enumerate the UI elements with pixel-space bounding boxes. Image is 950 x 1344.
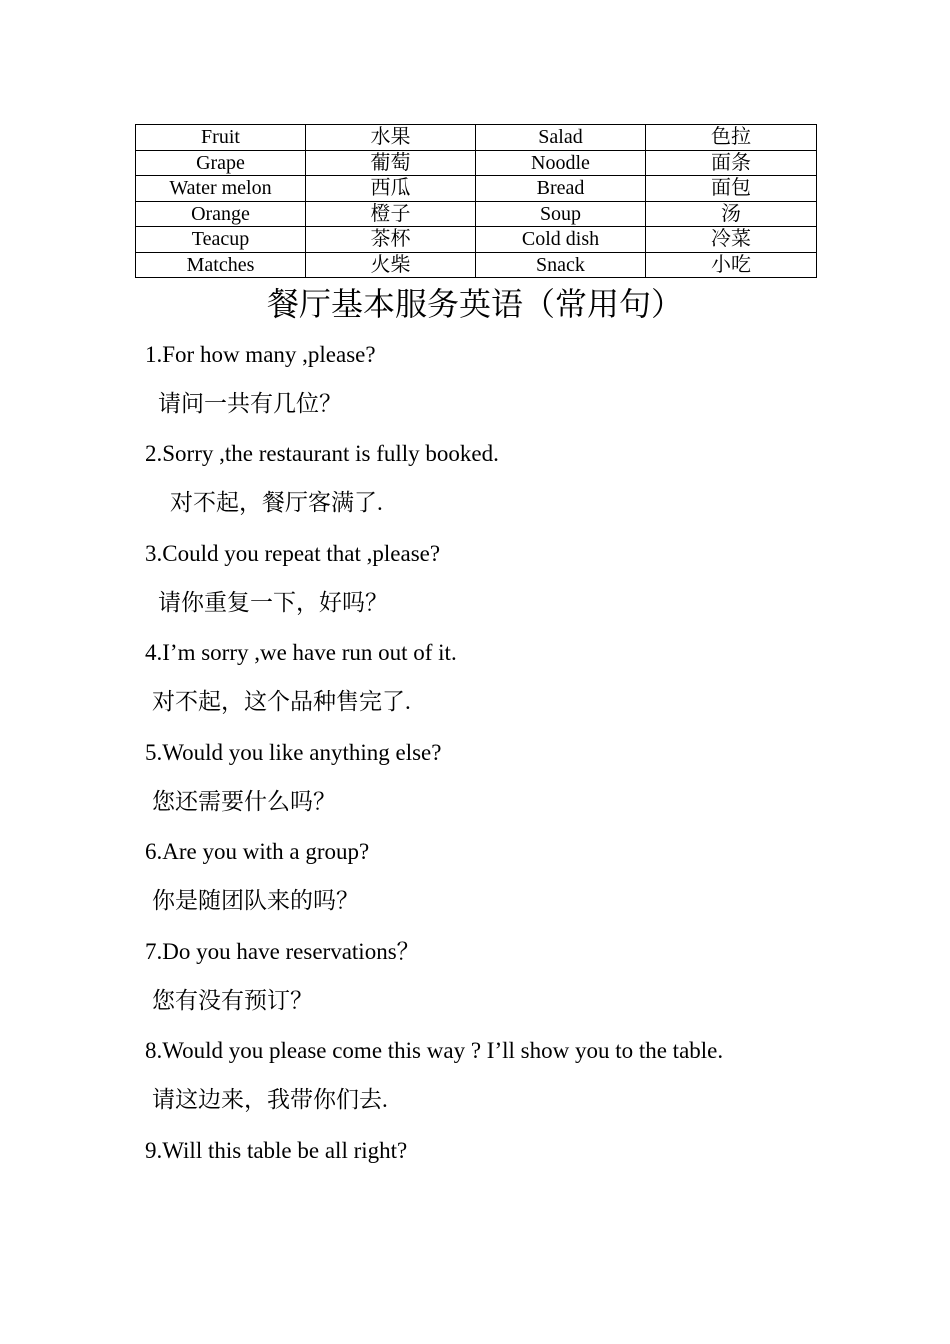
phrase-english: 3.Could you repeat that ,please? — [145, 541, 441, 566]
phrase-english: 7.Do you have reservations？ — [145, 939, 420, 964]
table-cell: 茶杯 — [306, 227, 476, 253]
table-cell: 面包 — [646, 176, 817, 202]
table-row — [136, 227, 817, 253]
phrase-english: 8.Would you please come this way ? I’ll show you to the table. — [145, 1038, 724, 1063]
vocabulary-table — [135, 124, 817, 278]
table-cell: 西瓜 — [306, 176, 476, 202]
table-cell: 色拉 — [646, 125, 817, 151]
table-cell: Matches — [136, 252, 306, 278]
phrase-chinese: 您还需要什么吗？ — [152, 789, 336, 814]
table-cell: Noodle — [476, 150, 646, 176]
table-cell: 小吃 — [646, 252, 817, 278]
table-cell: Grape — [136, 150, 306, 176]
table-cell: Cold dish — [476, 227, 646, 253]
table-row — [136, 201, 817, 227]
phrase-english: 6.Are you with a group? — [145, 839, 370, 864]
table-cell: 葡萄 — [306, 150, 476, 176]
table-cell: Orange — [136, 201, 306, 227]
phrase-chinese: 请问一共有几位？ — [158, 391, 342, 416]
table-cell: Salad — [476, 125, 646, 151]
table-cell: 水果 — [306, 125, 476, 151]
table-cell: Fruit — [136, 125, 306, 151]
table-cell: 汤 — [646, 201, 817, 227]
table-cell: Water melon — [136, 176, 306, 202]
phrase-english: 2.Sorry ,the restaurant is fully booked. — [145, 441, 499, 466]
phrase-english: 9.Will this table be all right? — [145, 1138, 408, 1163]
table-cell: Snack — [476, 252, 646, 278]
phrase-chinese: 对不起，餐厅客满了. — [170, 490, 383, 515]
phrase-chinese: 请这边来，我带你们去. — [152, 1087, 388, 1112]
table-row — [136, 150, 817, 176]
phrase-english: 1.For how many ,please? — [145, 342, 376, 367]
phrase-chinese: 请你重复一下，好吗？ — [158, 590, 388, 615]
phrase-chinese: 你是随团队来的吗？ — [152, 888, 359, 913]
table-cell: Soup — [476, 201, 646, 227]
table-cell: Teacup — [136, 227, 306, 253]
table-cell: 面条 — [646, 150, 817, 176]
table-cell: 橙子 — [306, 201, 476, 227]
table-cell: 火柴 — [306, 252, 476, 278]
phrase-chinese: 您有没有预订？ — [152, 988, 313, 1013]
phrase-english: 4.I’m sorry ,we have run out of it. — [145, 640, 457, 665]
table-row — [136, 176, 817, 202]
phrase-chinese: 对不起，这个品种售完了. — [152, 689, 411, 714]
table-cell: 冷菜 — [646, 227, 817, 253]
table-row — [136, 252, 817, 278]
page-title: 餐厅基本服务英语（常用句） — [266, 286, 683, 322]
phrase-english: 5.Would you like anything else? — [145, 740, 442, 765]
table-cell: Bread — [476, 176, 646, 202]
table-row — [136, 125, 817, 151]
